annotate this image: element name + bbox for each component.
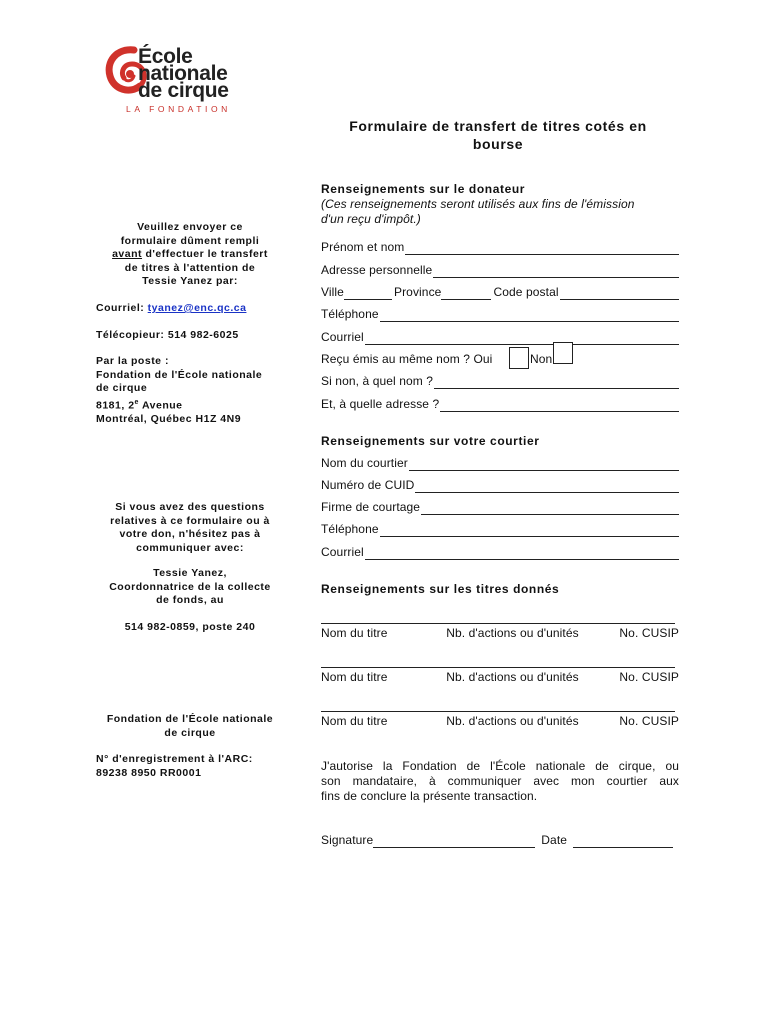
authorization-line2: son mandataire, à communiquer avec mon courtier aux (321, 774, 679, 788)
cuid-label: Numéro de CUID (321, 478, 415, 492)
broker-heading: Renseignements sur votre courtier (321, 434, 540, 448)
col-nb-actions: Nb. d'actions ou d'unités (446, 626, 579, 640)
authorization-line1: J'autorise la Fondation de l'École nationale de cirque, ou (321, 759, 679, 773)
code-postal-line[interactable] (560, 288, 679, 300)
col-nb-actions: Nb. d'actions ou d'unités (446, 714, 579, 728)
authorization-text (321, 759, 679, 804)
field-telephone-donor[interactable] (321, 307, 679, 322)
instructions-line1: Veuillez envoyer ce (137, 221, 243, 233)
col-nom-titre: Nom du titre (321, 626, 388, 640)
col-cusip: No. CUSIP (619, 714, 679, 728)
non-label: Non (530, 352, 553, 366)
oui-checkbox[interactable] (509, 347, 529, 369)
signature-label: Signature (321, 833, 374, 847)
cuid-line[interactable] (415, 481, 679, 493)
field-courriel-broker[interactable] (321, 545, 679, 560)
registration-line2: 89238 8950 RR0001 (96, 766, 202, 779)
instructions-line3 (96, 248, 284, 262)
recu-label: Reçu émis au même nom ? Oui (321, 352, 493, 366)
si-non-label: Si non, à quel nom ? (321, 374, 434, 388)
broker-courriel-line[interactable] (365, 548, 679, 560)
field-prenom-nom[interactable] (321, 240, 679, 255)
security-entry-3 (321, 714, 679, 729)
ville-line[interactable] (344, 288, 392, 300)
telephone-line[interactable] (380, 310, 679, 322)
contact-person (96, 567, 284, 608)
donor-note-line2: d'un reçu d'impôt.) (321, 212, 421, 226)
registration-line1: N° d'enregistrement à l'ARC: (96, 753, 253, 765)
instructions-block (96, 221, 284, 289)
foundation-line2: de cirque (164, 726, 216, 739)
et-adresse-label: Et, à quelle adresse ? (321, 397, 440, 411)
prenom-line[interactable] (405, 243, 679, 255)
post-line4a: 8181, 2 (96, 399, 135, 411)
courriel-label: Courriel (321, 330, 364, 344)
field-firme[interactable] (321, 500, 679, 515)
si-non-line[interactable] (434, 377, 679, 389)
courriel-line[interactable] (365, 333, 679, 345)
col-nom-titre: Nom du titre (321, 714, 388, 728)
broker-telephone-line[interactable] (380, 525, 679, 537)
col-cusip: No. CUSIP (619, 626, 679, 640)
fax-contact: Télécopieur: 514 982-6025 (96, 329, 239, 341)
questions-line3: votre don, n'hésitez pas à (119, 528, 261, 540)
et-adresse-line[interactable] (440, 400, 679, 412)
nom-courtier-line[interactable] (409, 459, 679, 471)
postal-address (96, 355, 284, 426)
instructions-line3-rest: d'effectuer le transfert (142, 248, 268, 260)
avant-underlined: avant (112, 248, 143, 260)
col-cusip: No. CUSIP (619, 670, 679, 684)
instructions-line2: formulaire dûment rempli (120, 234, 260, 247)
post-line5: Montréal, Québec H1Z 4N9 (96, 412, 242, 425)
province-label: Province (393, 285, 442, 299)
nom-courtier-label: Nom du courtier (321, 456, 408, 470)
signature-line[interactable] (373, 836, 535, 848)
logo-subtitle: LA FONDATION (126, 104, 231, 114)
adresse-line[interactable] (433, 266, 679, 278)
contact-line2: Coordonnatrice de la collecte (109, 580, 271, 593)
security-entry-2-line[interactable] (321, 666, 675, 668)
field-courriel-donor[interactable] (321, 330, 679, 345)
logo-wordmark (138, 45, 229, 102)
post-line4-sup: e (134, 398, 139, 406)
contact-phone: 514 982-0859, poste 240 (124, 621, 256, 633)
post-line2: Fondation de l'École nationale (96, 368, 263, 381)
registration-number (96, 753, 284, 780)
post-line4 (96, 396, 284, 413)
logo-line3: de cirque (138, 79, 229, 102)
broker-telephone-label: Téléphone (321, 522, 379, 536)
date-label: Date (541, 833, 568, 847)
adresse-label: Adresse personnelle (321, 263, 433, 277)
firme-line[interactable] (421, 503, 679, 515)
post-line4b: Avenue (138, 399, 183, 411)
code-postal-label: Code postal (493, 285, 559, 299)
field-cuid[interactable] (321, 478, 679, 493)
instructions-line4: de titres à l'attention de (124, 261, 256, 274)
instructions-line5: Tessie Yanez par: (142, 275, 238, 287)
security-entry-3-line[interactable] (321, 710, 675, 712)
questions-line4: communiquer avec: (136, 541, 244, 554)
non-checkbox[interactable] (553, 342, 573, 364)
field-et-adresse[interactable] (321, 397, 679, 412)
date-line[interactable] (573, 836, 673, 848)
col-nb-actions: Nb. d'actions ou d'unités (446, 670, 579, 684)
post-line1: Par la poste : (96, 355, 169, 367)
logo-line2: nationale (138, 62, 228, 85)
authorization-line3: fins de conclure la présente transaction. (321, 789, 538, 803)
email-contact (96, 302, 284, 316)
province-line[interactable] (441, 288, 491, 300)
field-telephone-broker[interactable] (321, 522, 679, 537)
email-link[interactable]: tyanez@enc.qc.ca (147, 302, 247, 314)
donor-note (321, 197, 679, 227)
contact-line1: Tessie Yanez, (153, 567, 227, 579)
questions-block (96, 501, 284, 555)
title-line2: bourse (472, 136, 524, 152)
questions-line1: Si vous avez des questions (115, 501, 265, 513)
foundation-name (96, 713, 284, 740)
donor-heading: Renseignements sur le donateur (321, 182, 526, 196)
contact-line3: de fonds, au (156, 594, 224, 606)
form-title (318, 117, 678, 153)
telephone-label: Téléphone (321, 307, 379, 321)
signature-row (321, 833, 673, 848)
security-entry-1-line[interactable] (321, 622, 675, 624)
prenom-label: Prénom et nom (321, 240, 405, 254)
foundation-line1: Fondation de l'École nationale (106, 713, 274, 725)
field-si-non[interactable] (321, 374, 679, 389)
firme-label: Firme de courtage (321, 500, 421, 514)
col-nom-titre: Nom du titre (321, 670, 388, 684)
ville-label: Ville (321, 285, 344, 299)
logo-line1: École (138, 45, 193, 68)
field-nom-courtier[interactable] (321, 456, 679, 471)
post-line3: de cirque (96, 382, 148, 394)
email-label: Courriel: (96, 302, 148, 314)
security-entry-2 (321, 670, 679, 685)
title-line1: Formulaire de transfert de titres cotés en (349, 118, 647, 134)
securities-heading: Renseignements sur les titres donnés (321, 582, 560, 596)
field-adresse[interactable] (321, 263, 679, 278)
broker-courriel-label: Courriel (321, 545, 364, 559)
donor-note-line1: (Ces renseignements seront utilisés aux fins de l'émission (321, 197, 635, 211)
field-ville-province-code[interactable] (321, 285, 679, 300)
security-entry-1 (321, 626, 679, 641)
questions-line2: relatives à ce formulaire ou à (110, 514, 270, 527)
